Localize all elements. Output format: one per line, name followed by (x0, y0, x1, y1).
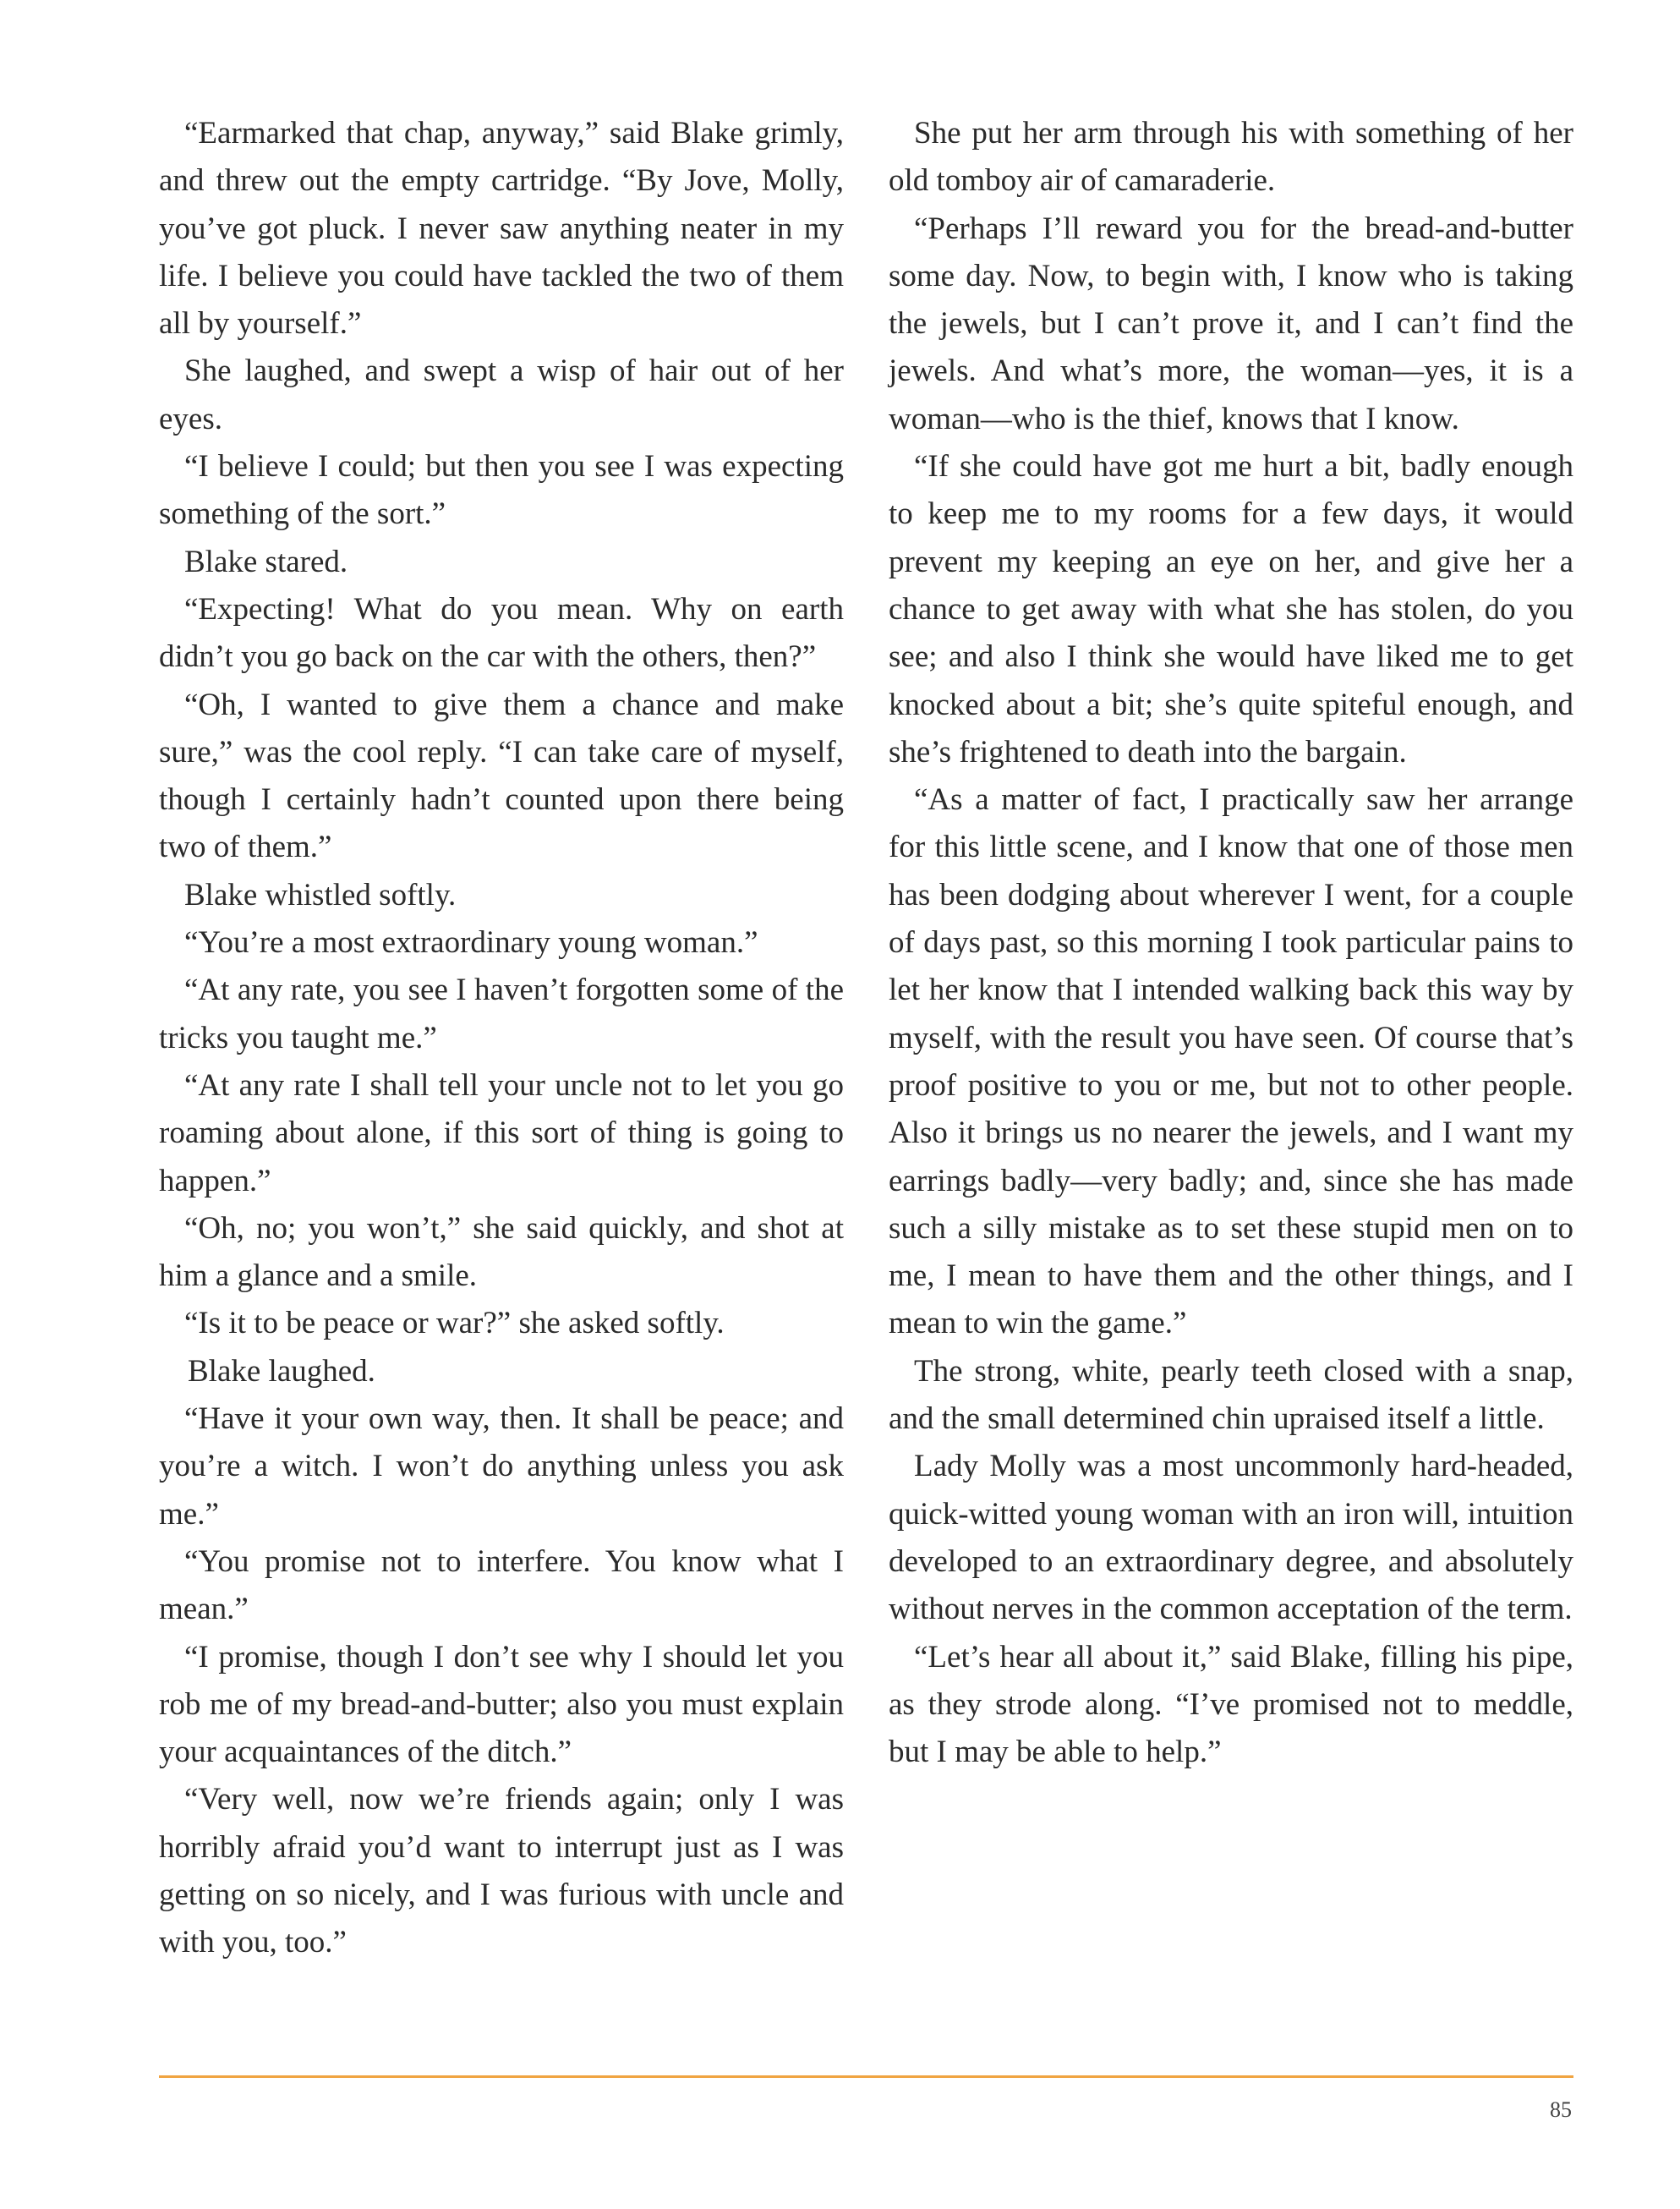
paragraph: Lady Molly was a most uncommonly hard-headed, quick-witted young woman with an iron will, intuition developed to an extraordinary degree, and absolutely without nerves in the common acceptation of the term. (889, 1449, 1573, 1627)
paragraph: “Earmarked that chap, anyway,” said Blake grimly, and threw out the empty cartridge. “By Jove, Molly, you’ve got pluck. I never saw anything neater in my life. I believe you could have tackled the two of them all by yourself.” (159, 116, 844, 342)
paragraph: She laughed, and swept a wisp of hair out of her eyes. (159, 354, 844, 436)
paragraph: The strong, white, pearly teeth closed with a snap, and the small determined chin upraised itself a little. (889, 1353, 1573, 1437)
paragraph: “Have it your own way, then. It shall be peace; and you’re a witch. I won’t do anything unless you ask me.” (159, 1401, 844, 1532)
paragraph: “You promise not to interfere. You know what I mean.” (159, 1543, 844, 1627)
paragraph: Blake laughed. (188, 1353, 375, 1389)
paragraph: “Let’s hear all about it,” said Blake, filling his pipe, as they strode along. “I’ve promised not to meddle, but I may be able to help.” (889, 1639, 1573, 1770)
paragraph: “I promise, though I don’t see why I should let you rob me of my bread-and-butter; also you must explain your acquaintances of the ditch.” (159, 1639, 844, 1770)
paragraph: “Oh, I wanted to give them a chance and make sure,” was the cool reply. “I can take care of myself, though I certainly hadn’t counted upon there being two of them.” (159, 687, 844, 865)
paragraph: “At any rate, you see I haven’t forgotten some of the tricks you taught me.” (159, 973, 844, 1055)
right-column (889, 110, 1573, 1776)
left-column (159, 110, 844, 1967)
paragraph: “As a matter of fact, I practically saw her arrange for this little scene, and I know that one of those men has been dodging about wherever I went, for a couple of days past, so this morning I took particular pains to let her know that I intended walking back this way by myself, with the result you have seen. Of course that’s proof positive to you or me, but not to other people. Also it brings us no nearer the jewels, and I want my earrings badly—very badly; and, since she has made such a silly mistake as to set these stupid men on to me, I mean to have them and the other things, and I mean to win the game.” (889, 782, 1573, 1341)
paragraph: “Oh, no; you won’t,” she said quickly, and shot at him a glance and a smile. (159, 1210, 844, 1294)
footer-rule (159, 2075, 1573, 2078)
paragraph: “If she could have got me hurt a bit, badly enough to keep me to my rooms for a few days, it would prevent my keeping an eye on her, and give her a chance to get away with what she has stolen, do you see; and also I think she would have liked me to get knocked about a bit; she’s quite spiteful enough, and she’s frightened to death into the bargain. (889, 449, 1573, 770)
paragraph: “Perhaps I’ll reward you for the bread-and-butter some day. Now, to begin with, I know who is taking the jewels, but I can’t prove it, and I can’t find the jewels. And what’s more, the woman—yes, it is a woman—who is the thief, knows that I know. (889, 211, 1573, 436)
paragraph: “You’re a most extraordinary young woman.” (184, 925, 758, 961)
paragraph: “At any rate I shall tell your uncle not to let you go roaming about alone, if this sort of thing is going to happen.” (159, 1067, 844, 1198)
paragraph: She put her arm through his with something of her old tomboy air of camaraderie. (889, 116, 1573, 199)
paragraph: Blake stared. (184, 544, 348, 579)
page-number: 85 (1550, 2097, 1572, 2122)
paragraph: Blake whistled softly. (184, 877, 457, 913)
paragraph: “Very well, now we’re friends again; only I was horribly afraid you’d want to interrupt just as I was getting on so nicely, and I was furious with uncle and with you, too.” (159, 1782, 844, 1960)
paragraph: “Is it to be peace or war?” she asked softly. (184, 1306, 725, 1341)
paragraph: “Expecting! What do you mean. Why on earth didn’t you go back on the car with the others, then?” (159, 591, 844, 675)
paragraph: “I believe I could; but then you see I was expecting something of the sort.” (159, 449, 844, 532)
